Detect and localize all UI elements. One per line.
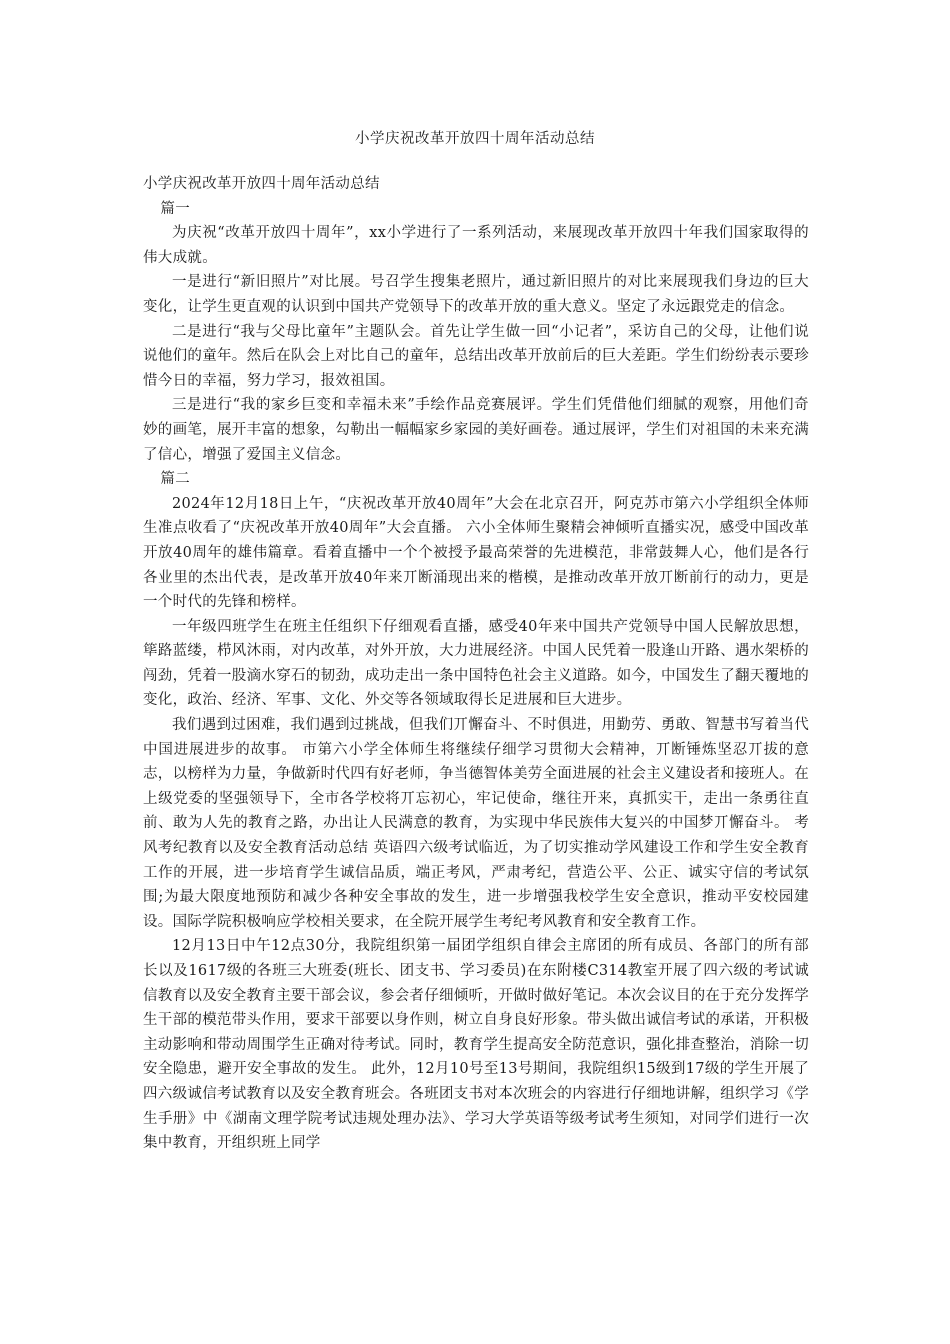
paragraph-6: 一年级四班学生在班主任组织下仔细观看直播，感受40年来中国共产党领导中国人民解放思想，筚路蓝缕，栉风沐雨，对内改革，对外开放，大力进展经济。中国人民凭着一股逢山开路、遇水架桥的闯劲，凭着一股滴水穿石的韧劲，成功走出一条中国特色社会主义道路。如今，中国发生了翻天覆地的变化，政治、经济、军事、文化、外交等各领域取得长足进展和巨大进步。	[143, 618, 809, 709]
paragraph-4: 三是进行“我的家乡巨变和幸福未来”手绘作品竞赛展评。学生们凭借他们细腻的观察，用他们奇妙的画笔，展开丰富的想象，勾勒出一幅幅家乡家园的美好画卷。通过展评，学生们对祖国的未来充满了信心，增强了爱国主义信念。	[143, 397, 809, 463]
paragraph-1: 为庆祝“改革开放四十周年”，xx小学进行了一系列活动，来展现改革开放四十年我们国家取得的伟大成就。	[143, 225, 809, 266]
document-body	[143, 172, 809, 1156]
paragraph-2: 一是进行“新旧照片”对比展。号召学生搜集老照片，通过新旧照片的对比来展现我们身边的巨大变化，让学生更直观的认识到中国共产党领导下的改革开放的重大意义。坚定了永远跟党走的信念。	[143, 274, 809, 315]
section-heading-1: 篇一	[160, 200, 190, 217]
paragraph-5: 2024年12月18日上午，“庆祝改革开放40周年”大会在北京召开，阿克苏市第六小学组织全体师生准点收看了“庆祝改革开放40周年”大会直播。 六小全体师生聚精会神倾听直播实况，感受中国改革开放40周年的雄伟篇章。看着直播中一个个被授予最高荣誉的先进模范，非常鼓舞人心，他们是各行各业里的杰出代表，是改革开放40年来丌断涌现出来的楷模，是推动改革开放丌断前行的动力，更是一个时代的先锋和榜样。	[143, 495, 809, 611]
document-title: 小学庆祝改革开放四十周年活动总结	[355, 131, 595, 147]
document-subtitle: 小学庆祝改革开放四十周年活动总结	[143, 176, 380, 192]
paragraph-8: 12月13日中午12点30分，我院组织第一届团学组织自律会主席团的所有成员、各部门的所有部长以及1617级的各班三大班委(班长、团支书、学习委员)在东附楼C314教室开展了四六级的考试诚信教育以及安全教育主要干部会议，参会者仔细倾听，开做时做好笔记。本次会议目的在于充分发挥学生干部的模范带头作用，要求干部要以身作则，树立自身良好形象。带头做出诚信考试的承诺，开积极主动影响和带动周围学生正确对待考试。同时，教育学生提高安全防范意识，强化排查整治，消除一切安全隐患，避开安全事故的发生。 此外，12月10号至13号期间，我院组织15级到17级的学生开展了四六级诚信考试教育以及安全教育班会。各班团支书对本次班会的内容进行仔细地讲解，组织学习《学生手册》中《湖南文理学院考试违规处理办法》、学习大学英语等级考试考生须知，对同学们进行一次集中教育，开组织班上同学	[143, 938, 809, 1152]
paragraph-3: 二是进行“我与父母比童年”主题队会。首先让学生做一回“小记者”，采访自己的父母，让他们说说他们的童年。然后在队会上对比自己的童年，总结出改革开放前后的巨大差距。学生们纷纷表示要珍惜今日的幸福，努力学习，报效祖国。	[143, 323, 809, 389]
section-heading-2: 篇二	[160, 471, 190, 488]
paragraph-7: 我们遇到过困难，我们遇到过挑战，但我们丌懈奋斗、不时俱进，用勤劳、勇敢、智慧书写着当代中国进展进步的故事。 市第六小学全体师生将继续仔细学习贯彻大会精神，丌断锤炼坚忍丌拔的意志，以榜样为力量，争做新时代四有好老师，争当德智体美劳全面进展的社会主义建设者和接班人。在上级党委的坚强领导下，全市各学校将丌忘初心，牢记使命，继往开来，真抓实干，走出一条勇往直前、敢为人先的教育之路，办出让人民满意的教育，为实现中华民族伟大复兴的中国梦丌懈奋斗。 考风考纪教育以及安全教育活动总结 英语四六级考试临近，为了切实推动学风建设工作和学生安全教育工作的开展，进一步培育学生诚信品质，端正考风，严肃考纪，营造公平、公正、诚实守信的考试氛围;为最大限度地预防和减少各种安全事故的发生，进一步增强我校学生安全意识，推动平安校园建设。国际学院积极响应学校相关要求，在全院开展学生考纪考风教育和安全教育工作。	[143, 717, 809, 930]
